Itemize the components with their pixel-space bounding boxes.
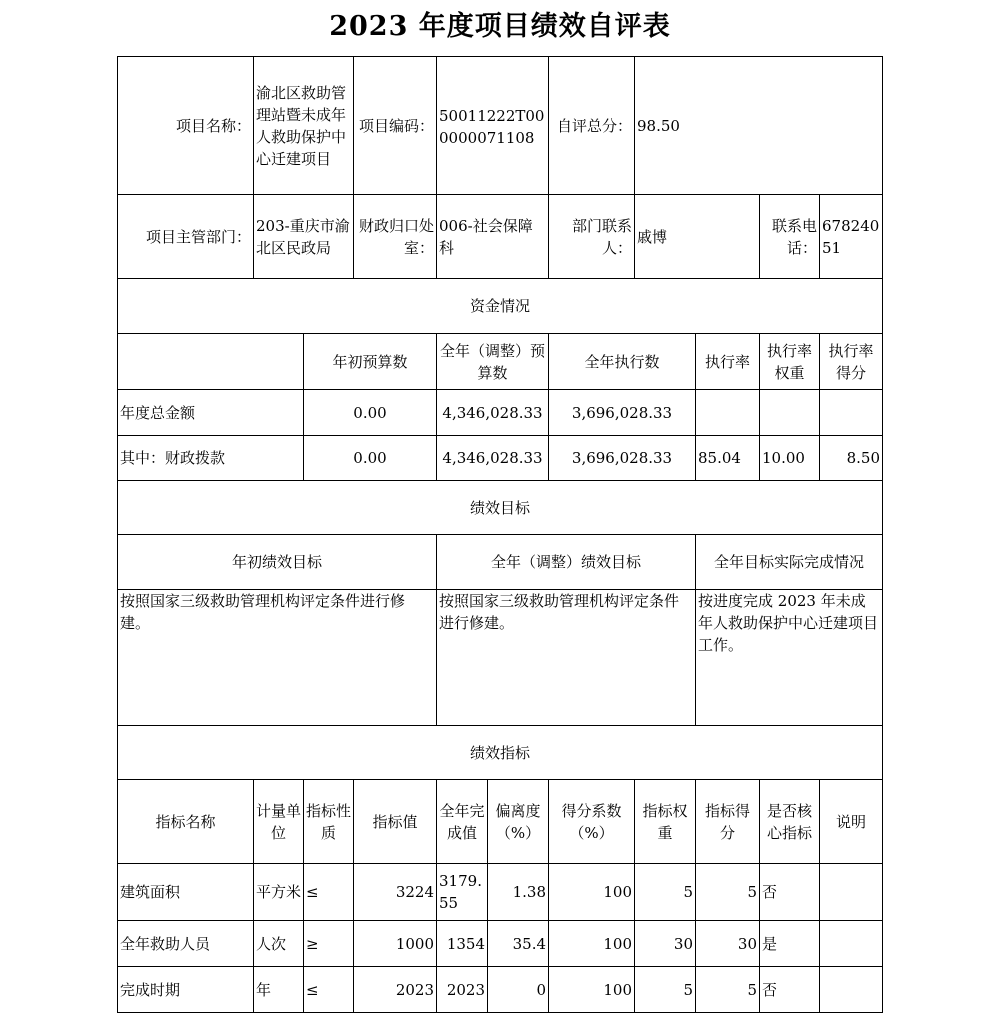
self-score-value: 98.50 xyxy=(635,57,883,195)
ind-cell-unit: 平方米 xyxy=(254,864,304,921)
self-score-label: 自评总分： xyxy=(549,57,635,195)
ind-cell-score: 5 xyxy=(696,967,760,1013)
ind-cell-name: 建筑面积 xyxy=(118,864,254,921)
ind-cell-coefficient: 100 xyxy=(549,921,635,967)
funds-row-label: 其中：财政拨款 xyxy=(118,436,304,481)
ind-header-weight: 指标权重 xyxy=(635,780,696,864)
funds-cell xyxy=(820,390,883,436)
ind-header-completed: 全年完成值 xyxy=(437,780,488,864)
ind-cell-note xyxy=(820,967,883,1013)
funds-cell: 8.50 xyxy=(820,436,883,481)
ind-header-name: 指标名称 xyxy=(118,780,254,864)
ind-cell-core: 否 xyxy=(760,864,820,921)
goals-initial-value: 按照国家三级救助管理机构评定条件进行修建。 xyxy=(118,590,437,726)
funds-header-rate-score: 执行率得分 xyxy=(820,334,883,390)
funds-cell: 4,346,028.33 xyxy=(437,436,549,481)
ind-cell-target: 2023 xyxy=(354,967,437,1013)
ind-cell-coefficient: 100 xyxy=(549,864,635,921)
table-row xyxy=(118,864,883,921)
ind-header-target: 指标值 xyxy=(354,780,437,864)
ind-header-nature: 指标性质 xyxy=(304,780,354,864)
goals-actual-value: 按进度完成 2023 年未成年人救助保护中心迁建项目工作。 xyxy=(696,590,883,726)
ind-header-core: 是否核心指标 xyxy=(760,780,820,864)
funds-cell: 3,696,028.33 xyxy=(549,436,696,481)
goals-header-initial: 年初绩效目标 xyxy=(118,535,437,590)
dept-value: 203-重庆市渝北区民政局 xyxy=(254,195,354,279)
goals-header-adjusted: 全年（调整）绩效目标 xyxy=(437,535,696,590)
goals-adjusted-value: 按照国家三级救助管理机构评定条件进行修建。 xyxy=(437,590,696,726)
contact-value: 戚博 xyxy=(635,195,760,279)
ind-cell-core: 是 xyxy=(760,921,820,967)
ind-cell-name: 全年救助人员 xyxy=(118,921,254,967)
ind-cell-weight: 30 xyxy=(635,921,696,967)
funds-row-label: 年度总金额 xyxy=(118,390,304,436)
ind-header-note: 说明 xyxy=(820,780,883,864)
ind-cell-weight: 5 xyxy=(635,967,696,1013)
ind-cell-completed: 3179.55 xyxy=(437,864,488,921)
indicators-section-title: 绩效指标 xyxy=(118,726,883,780)
goals-section-title: 绩效目标 xyxy=(118,481,883,535)
funds-header-exec-rate: 执行率 xyxy=(696,334,760,390)
funds-cell: 0.00 xyxy=(304,436,437,481)
project-name-label: 项目名称： xyxy=(118,57,254,195)
funds-cell: 10.00 xyxy=(760,436,820,481)
page-title: 2023 年度项目绩效自评表 xyxy=(329,11,671,42)
ind-header-deviation: 偏离度（%） xyxy=(488,780,549,864)
funds-header-rate-weight: 执行率权重 xyxy=(760,334,820,390)
evaluation-table xyxy=(117,56,883,1013)
dept-label: 项目主管部门： xyxy=(118,195,254,279)
funds-cell: 3,696,028.33 xyxy=(549,390,696,436)
ind-cell-target: 1000 xyxy=(354,921,437,967)
ind-cell-unit: 年 xyxy=(254,967,304,1013)
funds-cell: 4,346,028.33 xyxy=(437,390,549,436)
office-value: 006-社会保障科 xyxy=(437,195,549,279)
phone-label: 联系电话： xyxy=(760,195,820,279)
project-name-value: 渝北区救助管理站暨未成年人救助保护中心迁建项目 xyxy=(254,57,354,195)
ind-cell-core: 否 xyxy=(760,967,820,1013)
ind-cell-score: 5 xyxy=(696,864,760,921)
ind-cell-deviation: 1.38 xyxy=(488,864,549,921)
funds-cell xyxy=(760,390,820,436)
funds-header-initial-budget: 年初预算数 xyxy=(304,334,437,390)
ind-header-unit: 计量单位 xyxy=(254,780,304,864)
goals-header-actual: 全年目标实际完成情况 xyxy=(696,535,883,590)
funds-section-title: 资金情况 xyxy=(118,279,883,334)
funds-cell xyxy=(696,390,760,436)
ind-header-score: 指标得分 xyxy=(696,780,760,864)
ind-cell-note xyxy=(820,864,883,921)
ind-cell-name: 完成时期 xyxy=(118,967,254,1013)
ind-cell-completed: 1354 xyxy=(437,921,488,967)
ind-cell-nature: ≤ xyxy=(304,864,354,921)
funds-header-empty xyxy=(118,334,304,390)
funds-cell: 85.04 xyxy=(696,436,760,481)
ind-header-coefficient: 得分系数（%） xyxy=(549,780,635,864)
ind-cell-note xyxy=(820,921,883,967)
office-label: 财政归口处室： xyxy=(354,195,437,279)
project-code-label: 项目编码： xyxy=(354,57,437,195)
ind-cell-nature: ≤ xyxy=(304,967,354,1013)
table-row xyxy=(118,390,883,436)
table-row xyxy=(118,967,883,1013)
ind-cell-coefficient: 100 xyxy=(549,967,635,1013)
ind-cell-target: 3224 xyxy=(354,864,437,921)
table-row xyxy=(118,436,883,481)
ind-cell-weight: 5 xyxy=(635,864,696,921)
ind-cell-completed: 2023 xyxy=(437,967,488,1013)
ind-cell-deviation: 35.4 xyxy=(488,921,549,967)
phone-value: 67824051 xyxy=(820,195,883,279)
contact-label: 部门联系人： xyxy=(549,195,635,279)
table-row xyxy=(118,921,883,967)
funds-cell: 0.00 xyxy=(304,390,437,436)
ind-cell-deviation: 0 xyxy=(488,967,549,1013)
ind-cell-score: 30 xyxy=(696,921,760,967)
funds-header-executed: 全年执行数 xyxy=(549,334,696,390)
project-code-value: 50011222T000000071108 xyxy=(437,57,549,195)
ind-cell-unit: 人次 xyxy=(254,921,304,967)
ind-cell-nature: ≥ xyxy=(304,921,354,967)
funds-header-adjusted-budget: 全年（调整）预算数 xyxy=(437,334,549,390)
